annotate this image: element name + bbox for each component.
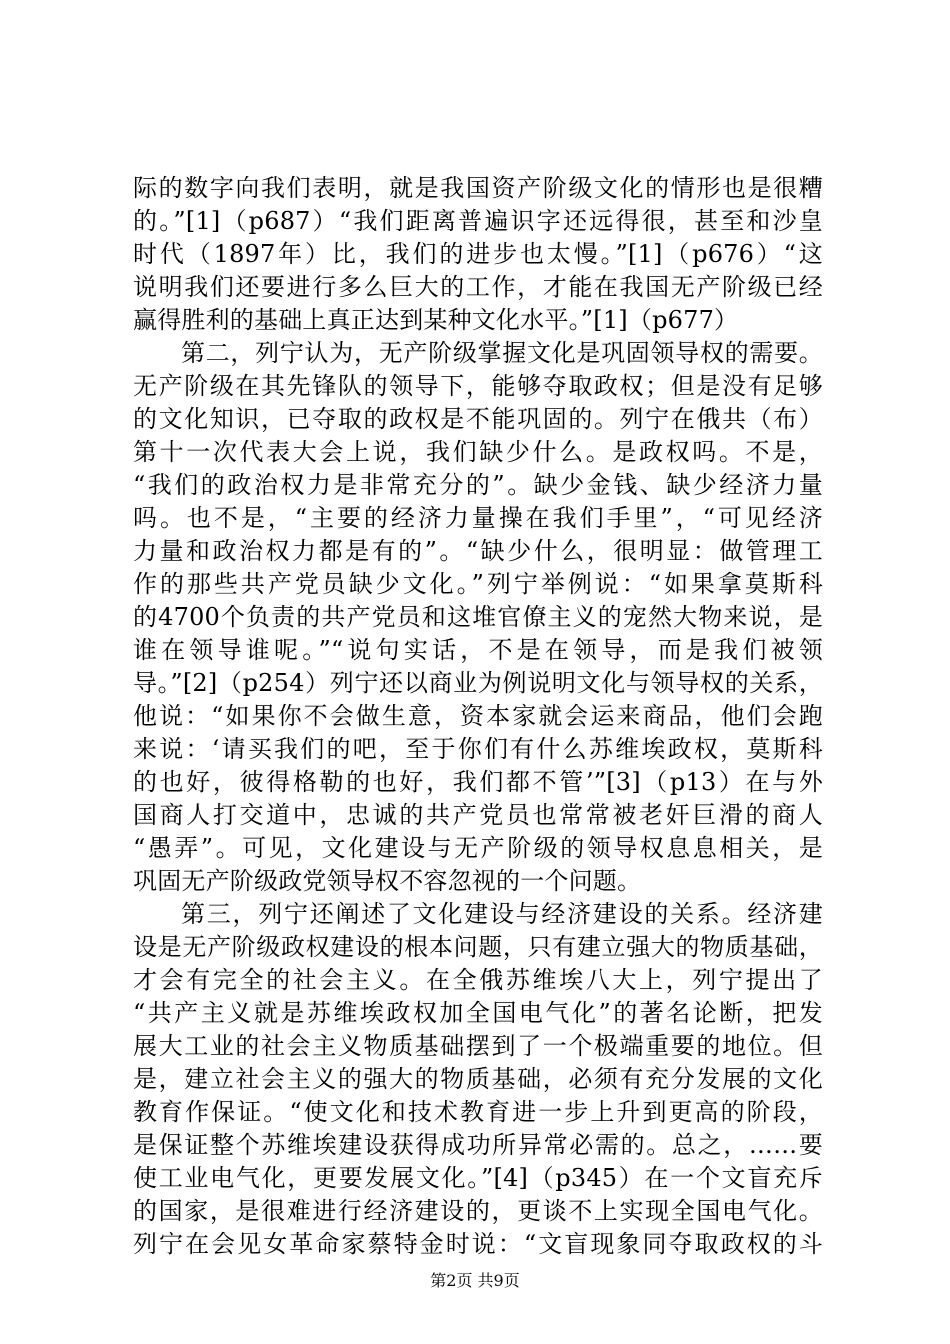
text-line: 第三，列宁还阐述了文化建设与经济建设的关系。经济建 [181,900,823,928]
text-line: 导。”[2]（p254）列宁还以商业为例说明文化与领导权的关系， [133,669,823,697]
text-line: 设是无产阶级政权建设的根本问题，只有建立强大的物质基础， [133,933,823,961]
text-line: 谁在领导谁呢。”“说句实话，不是在领导，而是我们被领 [133,636,823,664]
text-line: 第十一次代表大会上说，我们缺少什么。是政权吗。不是， [133,438,823,466]
text-line: “我们的政治权力是非常充分的”。缺少金钱、缺少经济力量 [133,471,823,499]
text-line: “共产主义就是苏维埃政权加全国电气化”的著名论断，把发 [133,999,823,1027]
text-line: 国商人打交道中，忠诚的共产党员也常常被老奸巨滑的商人 [133,801,823,829]
text-line: 际的数字向我们表明，就是我国资产阶级文化的情形也是很糟 [133,174,823,202]
text-line: 的4700个负责的共产党员和这堆官僚主义的宠然大物来说，是 [133,603,823,631]
text-line: 无产阶级在其先锋队的领导下，能够夺取政权；但是没有足够 [133,372,823,400]
text-line: 时代（1897年）比，我们的进步也太慢。”[1]（p676）“这 [133,240,823,268]
text-line: 力量和政治权力都是有的”。“缺少什么，很明显：做管理工 [133,537,823,565]
text-line: 巩固无产阶级政党领导权不容忽视的一个问题。 [133,867,642,895]
text-line: 展大工业的社会主义物质基础摆到了一个极端重要的地位。但 [133,1032,823,1060]
text-line: 的国家，是很难进行经济建设的，更谈不上实现全国电气化。 [133,1197,823,1225]
text-line: 教育作保证。“使文化和技术教育进一步上升到更高的阶段， [133,1098,823,1126]
text-line: “愚弄”。可见，文化建设与无产阶级的领导权息息相关，是 [133,834,823,862]
text-line: 使工业电气化，更要发展文化。”[4]（p345）在一个文盲充斥 [133,1164,823,1192]
text-line: 赢得胜利的基础上真正达到某种文化水平。”[1]（p677） [133,306,739,334]
text-line: 的。”[1]（p687）“我们距离普遍识字还远得很，甚至和沙皇 [133,207,823,235]
text-line: 第二，列宁认为，无产阶级掌握文化是巩固领导权的需要。 [181,339,823,367]
text-line: 是，建立社会主义的强大的物质基础，必须有充分发展的文化 [133,1065,823,1093]
text-line: 的也好，彼得格勒的也好，我们都不管’”[3]（p13）在与外 [133,768,823,796]
text-line: 才会有完全的社会主义。在全俄苏维埃八大上，列宁提出了 [133,966,823,994]
text-line: 说明我们还要进行多么巨大的工作，才能在我国无产阶级已经 [133,273,823,301]
page-footer: 第2页 共9页 [430,1271,520,1290]
body-text [133,172,823,1261]
text-line: 是保证整个苏维埃建设获得成功所异常必需的。总之，……要 [133,1131,823,1159]
text-line: 的文化知识，已夺取的政权是不能巩固的。列宁在俄共（布） [133,405,823,433]
text-line: 列宁在会见女革命家蔡特金时说：“文盲现象同夺取政权的斗 [133,1230,823,1258]
text-line: 他说：“如果你不会做生意，资本家就会运来商品，他们会跑 [133,702,823,730]
text-line: 吗。也不是，“主要的经济力量操在我们手里”，“可见经济 [133,504,823,532]
text-line: 作的那些共产党员缺少文化。”列宁举例说：“如果拿莫斯科 [133,570,823,598]
text-line: 来说：‘请买我们的吧，至于你们有什么苏维埃政权，莫斯科 [133,735,823,763]
